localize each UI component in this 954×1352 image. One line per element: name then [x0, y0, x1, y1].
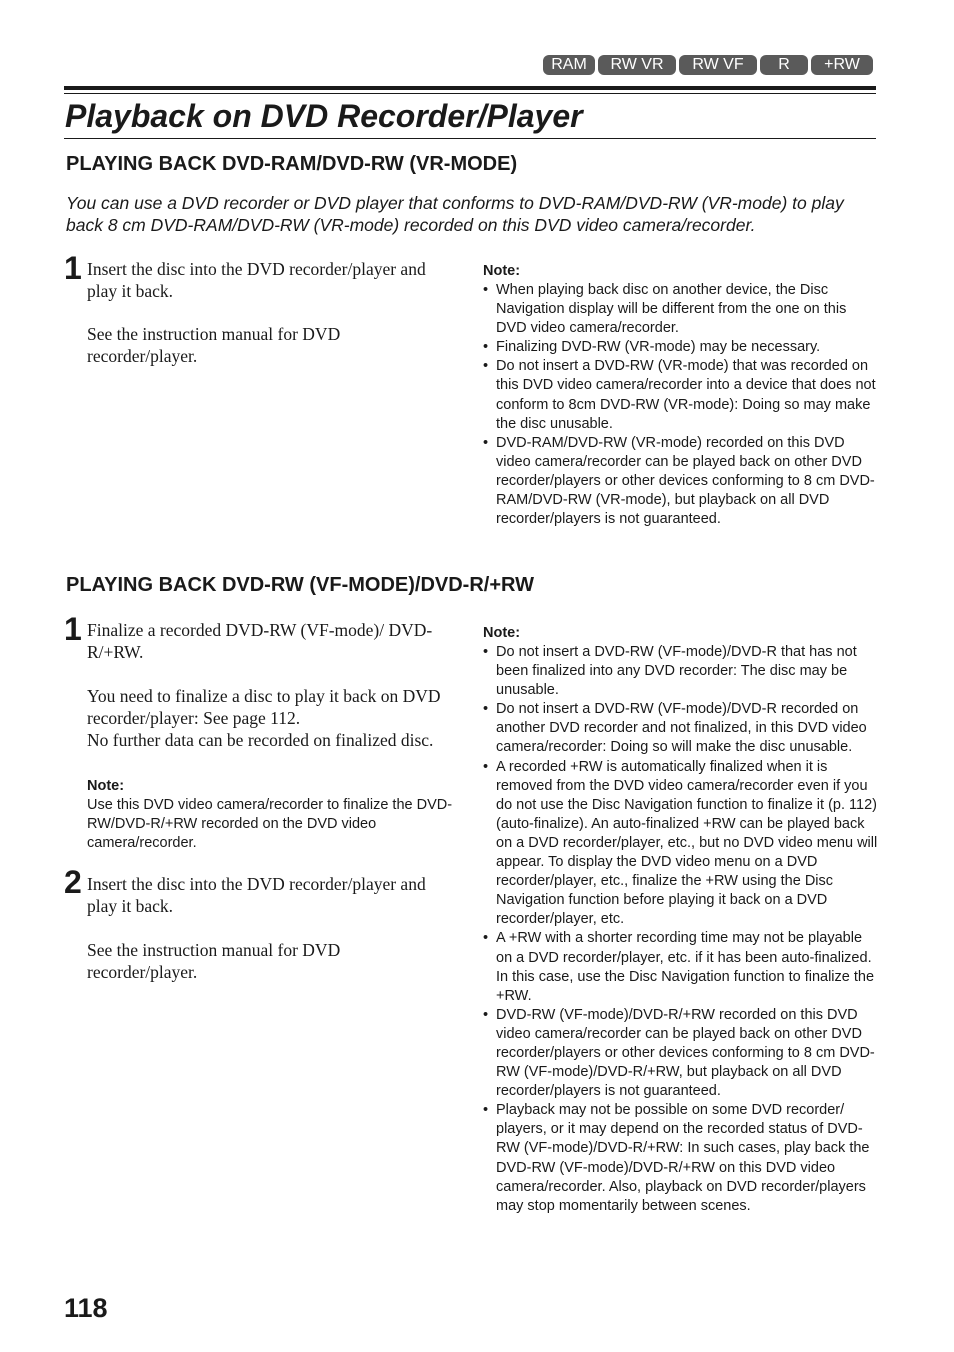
note-item: • Playback may not be possible on some DVD recorder/ players, or it may depend on the recorded status of DVD-RW (VF-mode)/DVD-R/+RW: In such cases, play back the DVD-RW (VF-mode)/DVD-R/+RW on this DVD video camera/recorder. Also, playback on DVD recorder/players may stop momentarily between scenes.: [483, 1101, 878, 1216]
note-box: [483, 624, 878, 1216]
tab-rw-vr: RW VR: [598, 55, 676, 75]
step-detail: You need to finalize a disc to play it back on DVD recorder/player: See page 112.: [87, 686, 441, 728]
note-list: [483, 643, 878, 1216]
step-detail: No further data can be recorded on finalized disc.: [87, 730, 434, 750]
title-rule-top: [64, 86, 876, 90]
step-number: 1: [64, 611, 82, 647]
step-number: 2: [64, 864, 82, 900]
note-item: • Do not insert a DVD-RW (VR-mode) that was recorded on this DVD video camera/recorder into a device that does not conform to 8cm DVD-RW (VR-mode): Doing so may make the disc unusable.: [483, 357, 878, 433]
note-item: • When playing back disc on another device, the Disc Navigation display will be different from the one on this DVD video camera/recorder.: [483, 281, 878, 338]
note-item: • Finalizing DVD-RW (VR-mode) may be necessary.: [483, 338, 878, 357]
note-text: Use this DVD video camera/recorder to finalize the DVD-RW/DVD-R/+RW recorded on the DVD video camera/recorder.: [87, 797, 453, 851]
note-item: • Do not insert a DVD-RW (VF-mode)/DVD-R that has not been finalized into any DVD recorder: The disc may be unusable.: [483, 643, 878, 700]
tab-plus-rw: +RW: [811, 55, 873, 75]
note-label: Note:: [483, 263, 521, 279]
step-detail: See the instruction manual for DVD recorder/player.: [87, 940, 341, 982]
note-box: [483, 262, 878, 529]
title-rule-bottom: [64, 138, 876, 139]
step-detail: See the instruction manual for DVD recorder/player.: [87, 324, 341, 366]
page-title: Playback on DVD Recorder/Player: [65, 98, 583, 134]
step-instruction: Finalize a recorded DVD-RW (VF-mode)/ DVD-R/+RW.: [87, 620, 433, 662]
section-intro: You can use a DVD recorder or DVD player that conforms to DVD-RAM/DVD-RW (VR-mode) to play back 8 cm DVD-RAM/DVD-RW (VR-mode) recorded on this DVD video camera/recorder.: [66, 193, 844, 235]
note-label: Note:: [483, 625, 521, 641]
note-item: • DVD-RW (VF-mode)/DVD-R/+RW recorded on this DVD video camera/recorder can be played back on other DVD recorder/players or other devices conforming to 8 cm DVD-RW (VF-mode)/DVD-R/+RW, but playback on all DVD recorder/players is not guaranteed.: [483, 1006, 878, 1101]
page-number: 118: [64, 1293, 108, 1323]
note-label: Note:: [87, 778, 125, 794]
title-rule-top-thin: [64, 93, 876, 94]
disc-type-tabs: [543, 55, 873, 75]
tab-rw-vf: RW VF: [679, 55, 757, 75]
note-item: • Do not insert a DVD-RW (VF-mode)/DVD-R recorded on another DVD recorder and not finalized, in this DVD video camera/recorder: Doing so will make the disc unusable.: [483, 700, 878, 757]
note-item: • A +RW with a shorter recording time may not be playable on a DVD recorder/player, etc. if it has been auto-finalized. In this case, use the Disc Navigation function to finalize the +RW.: [483, 929, 878, 1005]
step-number: 1: [64, 250, 82, 286]
inline-note: [87, 777, 457, 853]
step-instruction: Insert the disc into the DVD recorder/player and play it back.: [87, 874, 426, 916]
section-heading-vf-mode: PLAYING BACK DVD-RW (VF-MODE)/DVD-R/+RW: [66, 574, 534, 596]
note-item: • A recorded +RW is automatically finalized when it is removed from the DVD video camera/recorder even if you do not use the Disc Navigation function to finalize it (p. 112) (auto-finalize). An auto-finalized +RW can be played back on a DVD recorder/player, etc., but no DVD video menu will appear. To display the DVD video menu on a DVD recorder/player, etc., finalize the +RW using the Disc Navigation function before playing it back on a DVD recorder/player, etc.: [483, 758, 878, 930]
note-list: [483, 281, 878, 529]
section-heading-vr-mode: PLAYING BACK DVD-RAM/DVD-RW (VR-MODE): [66, 153, 518, 175]
tab-ram: RAM: [543, 55, 595, 75]
tab-r: R: [760, 55, 808, 75]
step-instruction: Insert the disc into the DVD recorder/player and play it back.: [87, 259, 426, 301]
note-item: • DVD-RAM/DVD-RW (VR-mode) recorded on this DVD video camera/recorder can be played back on other DVD recorder/players or other devices conforming to 8 cm DVD-RAM/DVD-RW (VR-mode), but playback on all DVD recorder/players is not guaranteed.: [483, 434, 878, 529]
